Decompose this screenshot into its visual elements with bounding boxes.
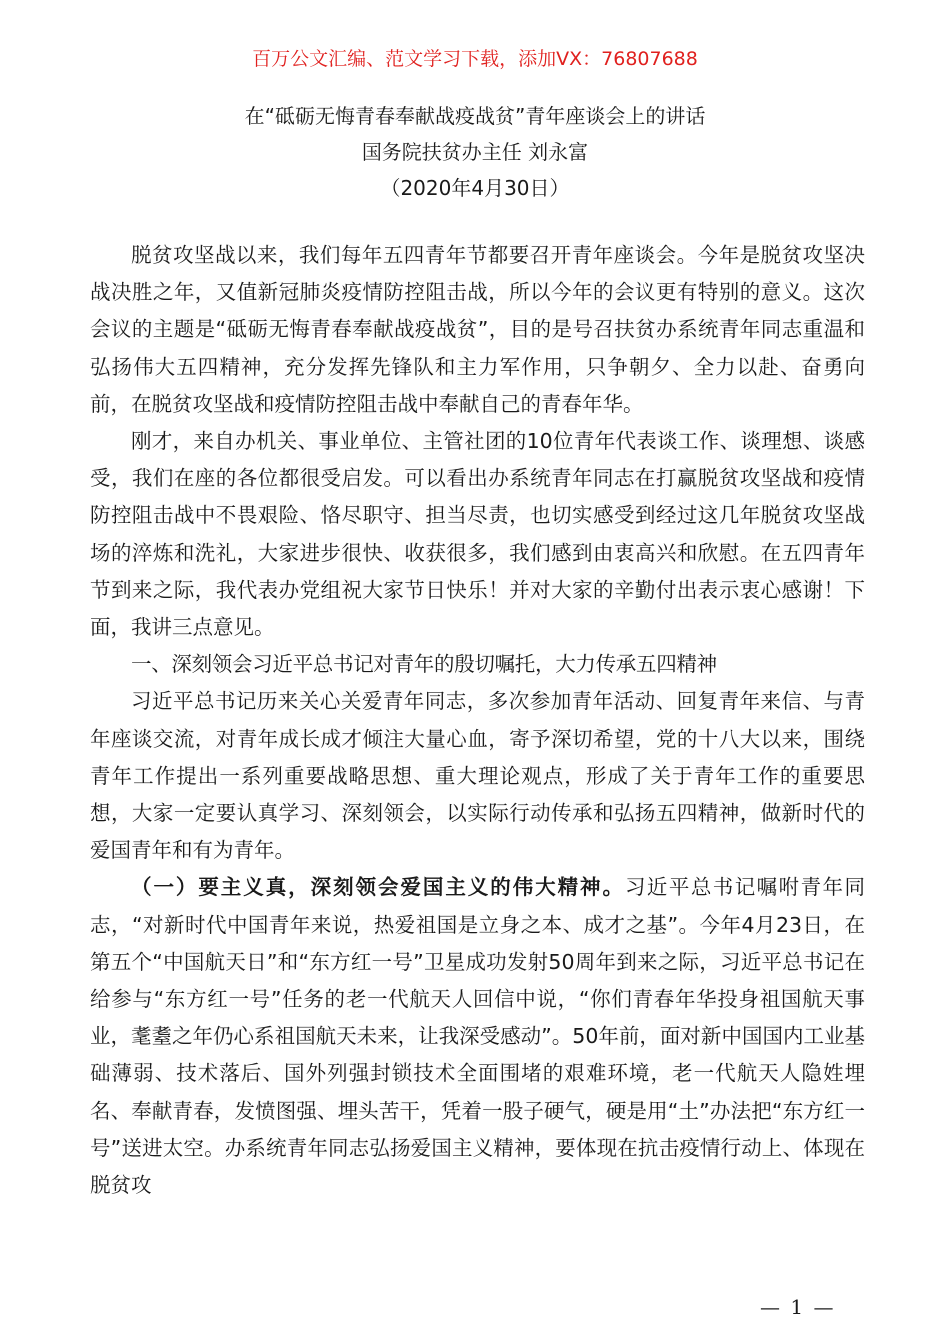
section-heading: 一、深刻领会习近平总书记对青年的殷切嘱托，大力传承五四精神	[131, 652, 717, 677]
document-body	[90, 237, 865, 1204]
document-title: 在“砥砺无悔青春奉献战疫战贫”青年座谈会上的讲话	[244, 104, 706, 128]
paragraph: 习近平总书记历来关心关爱青年同志，多次参加青年活动、回复青年来信、与青年座谈交流，对青年成长成才倾注大量心血，寄予深切希望，党的十八大以来，围绕青年工作提出一系列重要战略思想、重大理论观点，形成了关于青年工作的重要思想，大家一定要认真学习、深刻领会，以实际行动传承和弘扬五四精神，做新时代的爱国青年和有为青年。	[90, 689, 865, 863]
subsection-heading: （一）要主义真，深刻领会爱国主义的伟大精神。	[131, 875, 625, 900]
document-header	[0, 98, 950, 206]
paragraph-text: 习近平总书记嘱咐青年同志，“对新时代中国青年来说，热爱祖国是立身之本、成才之基”。今年4月23日，在第五个“中国航天日”和“东方红一号”卫星成功发射50周年到来之际，习近平总书记在给参与“东方红一号”任务的老一代航天人回信中说，“你们青春年华投身祖国航天事业，耄耋之年仍心系祖国航天未来，让我深受感动”。50年前，面对新中国国内工业基础薄弱、技术落后、国外列强封锁技术全面围堵的艰难环境，老一代航天人隐姓埋名、奉献青春，发愤图强、埋头苦干，凭着一股子硬气，硬是用“土”办法把“东方红一号”送进太空。办系统青年同志弘扬爱国主义精神，要体现在抗击疫情行动上、体现在脱贫攻	[90, 875, 865, 1198]
paragraph: 脱贫攻坚战以来，我们每年五四青年节都要召开青年座谈会。今年是脱贫攻坚决战决胜之年，又值新冠肺炎疫情防控阻击战，所以今年的会议更有特别的意义。这次会议的主题是“砥砺无悔青春奉献战疫战贫”，目的是号召扶贫办系统青年同志重温和弘扬伟大五四精神，充分发挥先锋队和主力军作用，只争朝夕、全力以赴、奋勇向前，在脱贫攻坚战和疫情防控阻击战中奉献自己的青春年华。	[90, 243, 865, 416]
speaker-line: 国务院扶贫办主任 刘永富	[361, 140, 589, 164]
page-number: — 1 —	[760, 1295, 836, 1319]
paragraph	[90, 869, 865, 1204]
watermark: 百万公文汇编、范文学习下载，添加VX：76807688	[252, 48, 698, 70]
paragraph: 刚才，来自办机关、事业单位、主管社团的10位青年代表谈工作、谈理想、谈感受，我们在座的各位都很受启发。可以看出办系统青年同志在打赢脱贫攻坚战和疫情防控阻击战中不畏艰险、恪尽职守、担当尽责，也切实感受到经过这几年脱贫攻坚战场的淬炼和洗礼，大家进步很快、收获很多，我们感到由衷高兴和欣慰。在五四青年节到来之际，我代表办党组祝大家节日快乐！并对大家的辛勤付出表示衷心感谢！下面，我讲三点意见。	[90, 429, 865, 640]
speech-date: （2020年4月30日）	[380, 176, 570, 200]
